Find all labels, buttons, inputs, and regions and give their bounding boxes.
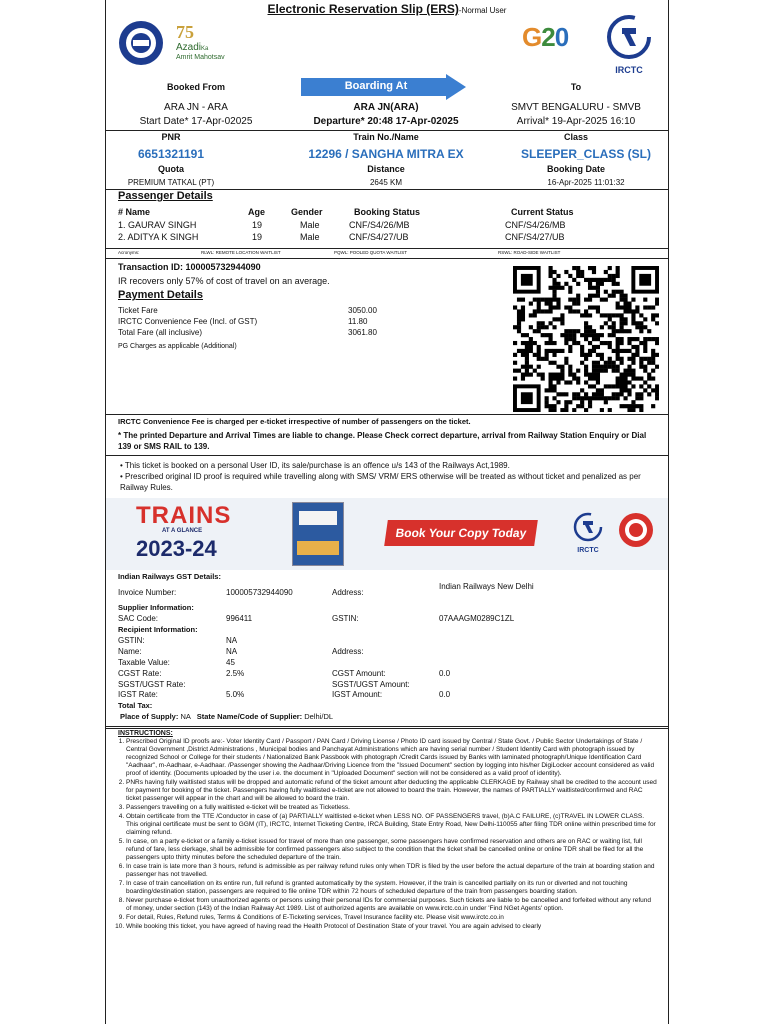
col-age: Age <box>248 207 266 217</box>
invoice-number: 100005732944090 <box>226 588 293 597</box>
supplier-gstin: 07AAAGM0289C1ZL <box>439 614 515 623</box>
gst-address: Indian Railways New Delhi <box>439 582 534 591</box>
divider <box>106 726 668 727</box>
azadi-ka-amrit-mahotsav-logo: 75 AzadiKa Amrit Mahotsav <box>176 22 225 61</box>
sac-code: 996411 <box>226 614 253 623</box>
passenger-details-heading: Passenger Details <box>118 190 213 202</box>
divider <box>106 258 668 259</box>
instruction-item: 1. Prescribed Original ID proofs are:- Voter Identity Card / Passport / PAN Card / Driving License / Photo ID card issued by Central / State Govt. / Public Sector Undertakings of State / Central Government ,District Administrations , Municipal bodies and Panchayat Administrations which are having serial number / Student Identity Card with photograph issued by recognized School or College for their students / Nationalized Bank Passbook with photograph /Credit Cards issued by Banks with laminated photograph/Unique Identification Card "Aadhaar", m-Aadhaar, e-Aadhaar. /Passenger showing the Aadhaar/Driving Licence from the "Issued Document" section by logging into his/her DigiLocker account considered as valid proof of identity. (Documents uploaded by the user i.e. the document in "Uploaded Document" section will not be considered as a valid proof of identity). <box>126 738 657 778</box>
gst-heading: Indian Railways GST Details: <box>118 572 221 581</box>
irctc-logo: IRCTC <box>606 14 652 76</box>
pg-charges-note: PG Charges as applicable (Additional) <box>118 343 237 350</box>
to-station: SMVT BENGALURU - SMVB <box>511 102 641 113</box>
col-name: # Name <box>118 207 151 217</box>
personal-id-note: • This ticket is booked on a personal User ID, its sale/purchase is an offence u/s 143 of the Railways Act,1989. • Prescribed original ID proof is required while travelling along with SMS/ VRM/ ERS otherwise will be treated as without ticket and penalized as per Railway Rules. <box>120 461 641 492</box>
divider <box>106 248 668 249</box>
divider <box>106 728 668 729</box>
train-label: Train No./Name <box>353 132 419 142</box>
ers-page: Electronic Reservation Slip (ERS)-Normal User 75 AzadiKa Amrit Mahotsav G20 IRCTC Booked From Boarding At To ARA JN - ARA ARA JN(ARA) SMVT BENGALURU - SMVB Start Date* 17-Apr-02025 Departure* 20:48 17-Apr-02025 Arrival* 19-Apr-2025 16:10 PNR Train No./Name Class 6651321191 12296 / SANGHA MITRA EX SLEEPER_CLASS (SL) Quota Distance Booking Date PREMIUM TATKAL (PT) 2645 KM 16-Apr-2025 11:01:32 Passenger Details # Name Age Gender Booking Status Current Status 1. GAURAV SINGH 19 Male CNF/S4/26/MB CNF/S4/26/MB 2. ADITYA K SINGH 19 Male CNF/S4/27/UB CNF/S4/27/UB Acronyms: RLWL: REMOTE LOCATION WAITLIST PQWL: POOLED QUOTA WAITLIST RSWL: ROAD-SIDE WAITLIST Transaction ID: 100005732944090 IR recovers only 57% of cost of travel on an average. Payment Details Ticket Fare 3050.00 IRCTC Convenience Fee (Incl. of GST) 11.80 Total Fare (all inclusive) 3061.80 PG Charges as applicable (Additional) IRCTC Convenience Fee is charged per e-ticket irrespective of number of passengers on the ticket. * The printed Departure and Arrival Times are liable to change. Please Check correct departure, arrival from Railway Station Enquiry or Dial 139 or SMS RAIL to 139. • This ticket is booked on a personal User ID, its sale/purchase is an offence u/s 143 of the Railways Act,1989. • Prescribed original ID proof is required while travelling along with SMS/ VRM/ ERS otherwise will be treated as without ticket and penalized as per Railway Rules. TRAINS AT A GLANCE 2023-24 IRCTC Book Your Copy Today Indian Railways GST Details: Invoice Number: 100005732944090 Address: Indian Railways New Delhi Supplier Information: SAC Code: 996411 GSTIN: 07AAAGM0289C1ZL Recipient Information: GSTIN: NA Name: NA Address: Taxable Value: 45 CGST Rate: 2.5% CGST Amount: 0.0 SGST/UGST Rate: SGST/UGST Amount: IGST Rate: 5.0% IGST Amount: 0.0 Total Tax: Place of Supply: NA State Name/Code of Supplier: Delhi/DL INSTRUCTIONS: 1. Prescribed Original ID proofs are:- Voter Identity Card / Passport / PAN Card / Driving License / Photo ID card issued by Central / State Govt. / Public Sector Undertakings of State / Central Government ,District Administrations , Municipal bodies and Panchayat Administrations which are having serial number / Student Identity Card with photograph issued by recognized School or College for their students / Nationalized Bank Passbook with photograph /Credit Cards issued by Banks with laminated photograph/Unique Identification Card "Aadhaar", m-Aadhaar, e-Aadhaar. /Passenger showing the Aadhaar/Driving Licence from the "Issued Document" section by logging into his/her DigiLocker account considered as valid proof of identity. (Documents uploaded by the user i.e. the document in "Uploaded Document" section will not be considered as a valid proof of identity). 2. PNRs having fully waitlisted status will be dropped and automatic refund of the ticket amount after deducting the applicable CLERKAGE by Railway shall be credited to the account used for payment for booking of the ticket. Passengers having fully waitlisted e-ticket are not allowed to board the train. However, the names of PARTIALLY waitlisted/confirmed and RAC ticket passenger will appear in the chart and will be allowed to board the train. 3. Passengers travelling on a fully waitlisted e-ticket will be treated as Ticketless. 4. Obtain certificate from the TTE /Conductor in case of (a) PARTIALLY waitlisted e-ticket when LESS NO. OF PASSENGERS travel, (b)A.C FAILURE, (c)TRAVEL IN LOWER CLASS. This original certificate must be sent to GGM (IT), IRCTC, Internet Ticketing Centre, IRCA Building, State Entry Road, New Delhi-110055 after filing TDR online within prescribed time for claiming refund. 5. In case, on a party e-ticket or a family e-ticket issued for travel of more than one passenger, some passengers have confirmed reservation and others are on RAC or waiting list, full refund of fare, less clerkage, shall be admissible for confirmed passengers also subject to the condition that the ticket shall be cancelled online or online TDR shall be filed for all the passengers upto thirty minutes before the scheduled departure of the train. 6. In case train is late more than 3 hours, refund is admissible as per railway refund rules only when TDR is filed by the user before the actual departure of the train at boarding station and passenger has not travelled. 7. In case of train cancellation on its entire run, full refund is granted automatically by the system. However, if the train is cancelled partially on its run or diverted and not touching boarding/destination station, passengers are required to file online TDR within 72 hours of scheduled departure of the train from passengers boarding station. 8. Never purchase e-ticket from unauthorized agents or persons using their personal IDs for commercial purposes. Such tickets are liable to be cancelled and forfeited without any refund of money, under section (143) of the Indian Railway Act 1989. List of authorized agents are available on www.irctc.co.in under 'Find NGet Agents' option. 9. For detail, Rules, Refund rules, Terms & Conditions of E-Ticketing services, Travel Insurance facility etc. Please visit www.irctc.co.in 10. While booking this ticket, you have agreed of having read the Health Protocol of Destination State of your travel. You are again advised to clearly <box>105 0 669 1024</box>
book-cover-image <box>292 502 344 566</box>
divider <box>106 455 668 456</box>
col-gender: Gender <box>291 207 323 217</box>
col-current-status: Current Status <box>511 207 574 217</box>
divider <box>106 414 668 415</box>
railway-logo <box>118 20 164 66</box>
page-title: Electronic Reservation Slip (ERS)-Normal User <box>267 2 507 16</box>
to-label: To <box>570 82 582 92</box>
place-of-supply: Place of Supply: NA State Name/Code of Supplier: Delhi/DL <box>120 712 334 721</box>
instructions-heading: INSTRUCTIONS: <box>118 730 173 737</box>
train-value: 12296 / SANGHA MITRA EX <box>308 147 464 161</box>
g20-logo: G20 <box>522 22 569 52</box>
qr-code <box>513 266 659 412</box>
distance-label: Distance <box>367 164 405 174</box>
instruction-item: 5. In case, on a party e-ticket or a family e-ticket issued for travel of more than one passenger, some passengers have confirmed reservation and others are on RAC or waiting list, full refund of fare, less clerkage, shall be admissible for confirmed passengers also subject to the condition that the ticket shall be cancelled online or online TDR shall be filed for all the passengers upto thirty minutes before the scheduled departure of the train. <box>126 838 657 862</box>
printed-times-note: * The printed Departure and Arrival Times are liable to change. Please Check correct departure, arrival from Railway Station Enquiry or Dial 139 or SMS RAIL to 139. <box>118 431 647 451</box>
instruction-item: 3. Passengers travelling on a fully waitlisted e-ticket will be treated as Ticketless. <box>126 804 657 812</box>
banner-year: 2023-24 <box>136 536 217 561</box>
instruction-item: 7. In case of train cancellation on its entire run, full refund is granted automatically by the system. However, if the train is cancelled partially on its run or diverted and not touching boarding/destination station, passengers are required to file online TDR within 72 hours of scheduled departure of the train from passengers boarding station. <box>126 880 657 896</box>
payment-details-heading: Payment Details <box>118 289 203 301</box>
instructions-list <box>112 738 657 932</box>
departure-time: Departure* 20:48 17-Apr-02025 <box>313 116 459 127</box>
book-your-copy-button[interactable]: Book Your Copy Today <box>384 520 538 546</box>
convenience-fee-note: IRCTC Convenience Fee is charged per e-ticket irrespective of number of passengers on the ticket. <box>118 417 471 426</box>
instruction-item: 6. In case train is late more than 3 hours, refund is admissible as per railway refund rules only when TDR is filed by the user before the actual departure of the train at boarding station and passenger has not travelled. <box>126 863 657 879</box>
ir-recovers-note: IR recovers only 57% of cost of travel on an average. <box>118 276 330 286</box>
instruction-item: 9. For detail, Rules, Refund rules, Terms & Conditions of E-Ticketing services, Travel Insurance facility etc. Please visit www.irctc.co.in <box>126 914 657 922</box>
class-label: Class <box>563 132 589 142</box>
banner-trains-text: TRAINS <box>136 502 232 529</box>
instruction-item: 10. While booking this ticket, you have agreed of having read the Health Protocol of Destination State of your travel. You are again advised to clearly <box>126 923 657 931</box>
boarding-station: ARA JN(ARA) <box>353 102 419 113</box>
instruction-item: 4. Obtain certificate from the TTE /Conductor in case of (a) PARTIALLY waitlisted e-ticket when LESS NO. OF PASSENGERS travel, (b)A.C FAILURE, (c)TRAVEL IN LOWER CLASS. This original certificate must be sent to GGM (IT), IRCTC, Internet Ticketing Centre, IRCA Building, State Entry Road, New Delhi-110055 after filing TDR online within prescribed time for claiming refund. <box>126 813 657 837</box>
divider <box>106 130 668 131</box>
boarding-at-label: Boarding At <box>344 80 408 92</box>
banner-subtitle: AT A GLANCE <box>162 528 203 534</box>
boarding-at-arrow <box>301 74 466 100</box>
arrival-time: Arrival* 19-Apr-2025 16:10 <box>516 116 636 127</box>
instruction-item: 2. PNRs having fully waitlisted status will be dropped and automatic refund of the ticket amount after deducting the applicable CLERKAGE by Railway shall be credited to the account used for payment for booking of the ticket. Passengers having fully waitlisted e-ticket are not allowed to board the train. However, the names of PARTIALLY waitlisted/confirmed and RAC ticket passenger will appear in the chart and will be allowed to board the train. <box>126 779 657 803</box>
start-date: Start Date* 17-Apr-02025 <box>139 116 253 127</box>
booked-from-label: Booked From <box>166 82 225 92</box>
pnr-value: 6651321191 <box>137 147 205 161</box>
pnr-label: PNR <box>161 132 181 142</box>
irctc-banner-logo: IRCTC <box>568 512 608 554</box>
col-booking-status: Booking Status <box>354 207 421 217</box>
transaction-id: Transaction ID: 100005732944090 <box>118 262 261 272</box>
booking-date-value: 16-Apr-2025 11:01:32 <box>547 178 625 187</box>
class-value: SLEEPER_CLASS (SL) <box>520 147 652 161</box>
instruction-item: 8. Never purchase e-ticket from unauthorized agents or persons using their personal IDs for commercial purposes. Such tickets are liable to be cancelled and forfeited without any refund of money, under section (143) of the Indian Railway Act 1989. List of authorized agents are available on www.irctc.co.in under 'Find NGet Agents' option. <box>126 897 657 913</box>
booking-date-label: Booking Date <box>546 164 605 174</box>
quota-label: Quota <box>158 164 184 174</box>
distance-value: 2645 KM <box>369 178 403 187</box>
acronyms: Acronyms: <box>118 250 140 255</box>
railway-banner-logo <box>618 512 654 553</box>
from-station: ARA JN - ARA <box>164 102 228 113</box>
quota-value: PREMIUM TATKAL (PT) <box>127 178 215 187</box>
